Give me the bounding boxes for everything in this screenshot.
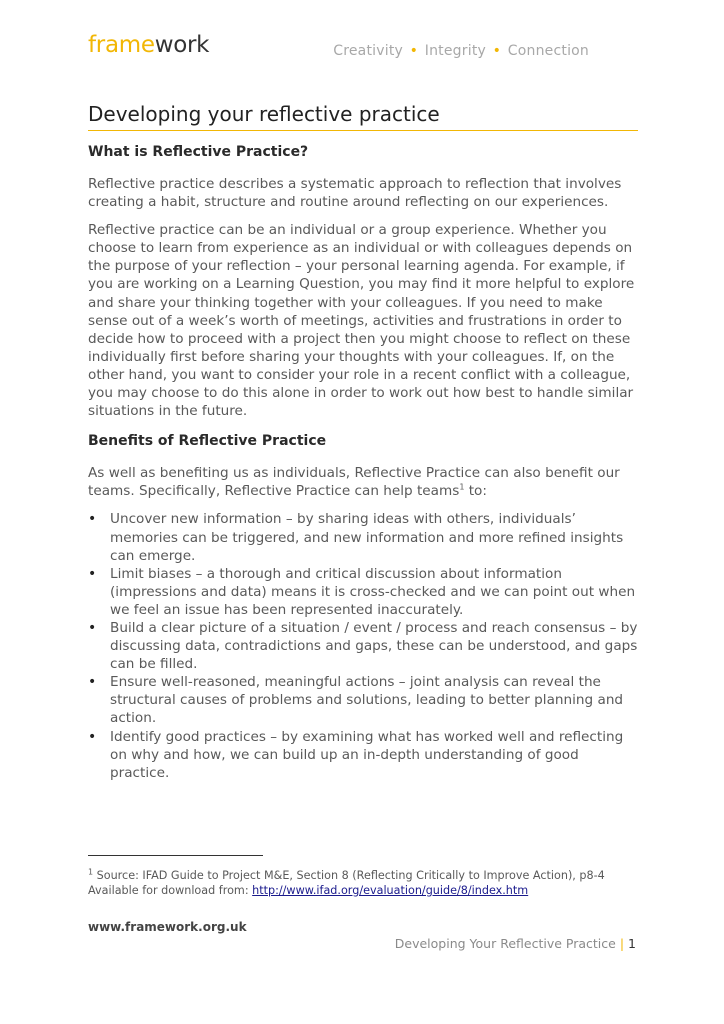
paragraph-benefits-intro: [88, 464, 640, 500]
section-heading-what-is: What is Reflective Practice?: [88, 144, 309, 160]
logo-work-text: work: [154, 32, 210, 58]
intro-text-end: to:: [464, 483, 487, 500]
page-number: 1: [628, 936, 636, 951]
footer-separator: |: [619, 936, 625, 951]
list-item: • Build a clear picture of a situation / event / process and reach consensus – by discussing data, contradictions and gaps, these can be understood, and gaps can be filled.: [110, 619, 640, 673]
footnote-text: Source: IFAD Guide to Project M&E, Section 8 (Reflecting Critically to Improve Action), p8-4 Available for download from:: [88, 869, 605, 897]
list-item: • Identify good practices – by examining what has worked well and reflecting on why and how, we can build up an in-depth understanding of good practice.: [110, 728, 640, 782]
tagline-creativity: Creativity: [333, 43, 403, 59]
tagline-integrity: Integrity: [424, 43, 486, 59]
page-footer: [395, 936, 636, 951]
tagline-dot: •: [492, 43, 502, 59]
footnote-link[interactable]: http://www.ifad.org/evaluation/guide/8/index.htm: [252, 884, 529, 897]
tagline: [333, 43, 589, 59]
footnote-ref[interactable]: 1: [459, 482, 465, 492]
list-item: • Ensure well-reasoned, meaningful actions – joint analysis can reveal the structural causes of problems and solutions, leading to better planning and action.: [110, 673, 640, 727]
tagline-connection: Connection: [507, 43, 589, 59]
framework-logo[interactable]: [88, 34, 209, 57]
paragraph-individual-or-group: Reflective practice can be an individual or a group experience. Whether you choose to learn from experience as an individual or with colleagues depends on the purpose of your reflection – your personal learning agenda. For example, if you are working on a Learning Question, you may find it more helpful to explore and share your thinking together with your colleagues. If you need to make sense out of a week’s worth of meetings, activities and frustrations in order to decide how to proceed with a project then you might choose to reflect on these individually first before sharing your thoughts with your colleagues. If, on the other hand, you want to consider your role in a recent conflict with a colleague, you may choose to do this alone in order to work out how best to handle similar situations in the future.: [88, 222, 635, 420]
paragraph-definition: Reflective practice describes a systematic approach to reflection that involves creating a habit, structure and routine around reflecting on our experiences.: [88, 176, 622, 211]
benefits-list: [88, 510, 640, 781]
document-title: Developing your reflective practice: [88, 102, 638, 131]
footer-doc-name: Developing Your Reflective Practice: [394, 936, 616, 951]
intro-text: As well as benefiting us as individuals, Reflective Practice can also benefit our teams. Specifically, Reflective Practice can help teams: [88, 465, 620, 500]
footnote: [88, 868, 636, 898]
footer-website[interactable]: www.framework.org.uk: [88, 920, 247, 934]
section-heading-benefits: Benefits of Reflective Practice: [88, 433, 327, 450]
footnote-marker: 1: [88, 867, 94, 877]
footnote-divider: [88, 855, 263, 856]
main-content: [88, 143, 640, 782]
logo-frame-text: frame: [88, 32, 155, 58]
list-item: • Uncover new information – by sharing ideas with others, individuals’ memories can be triggered, and new information and more refined insights can emerge.: [110, 510, 640, 564]
tagline-dot: •: [409, 43, 419, 59]
list-item: • Limit biases – a thorough and critical discussion about information (impressions and data) means it is cross-checked and we can point out when we feel an issue has been represented inaccurately.: [110, 565, 640, 619]
